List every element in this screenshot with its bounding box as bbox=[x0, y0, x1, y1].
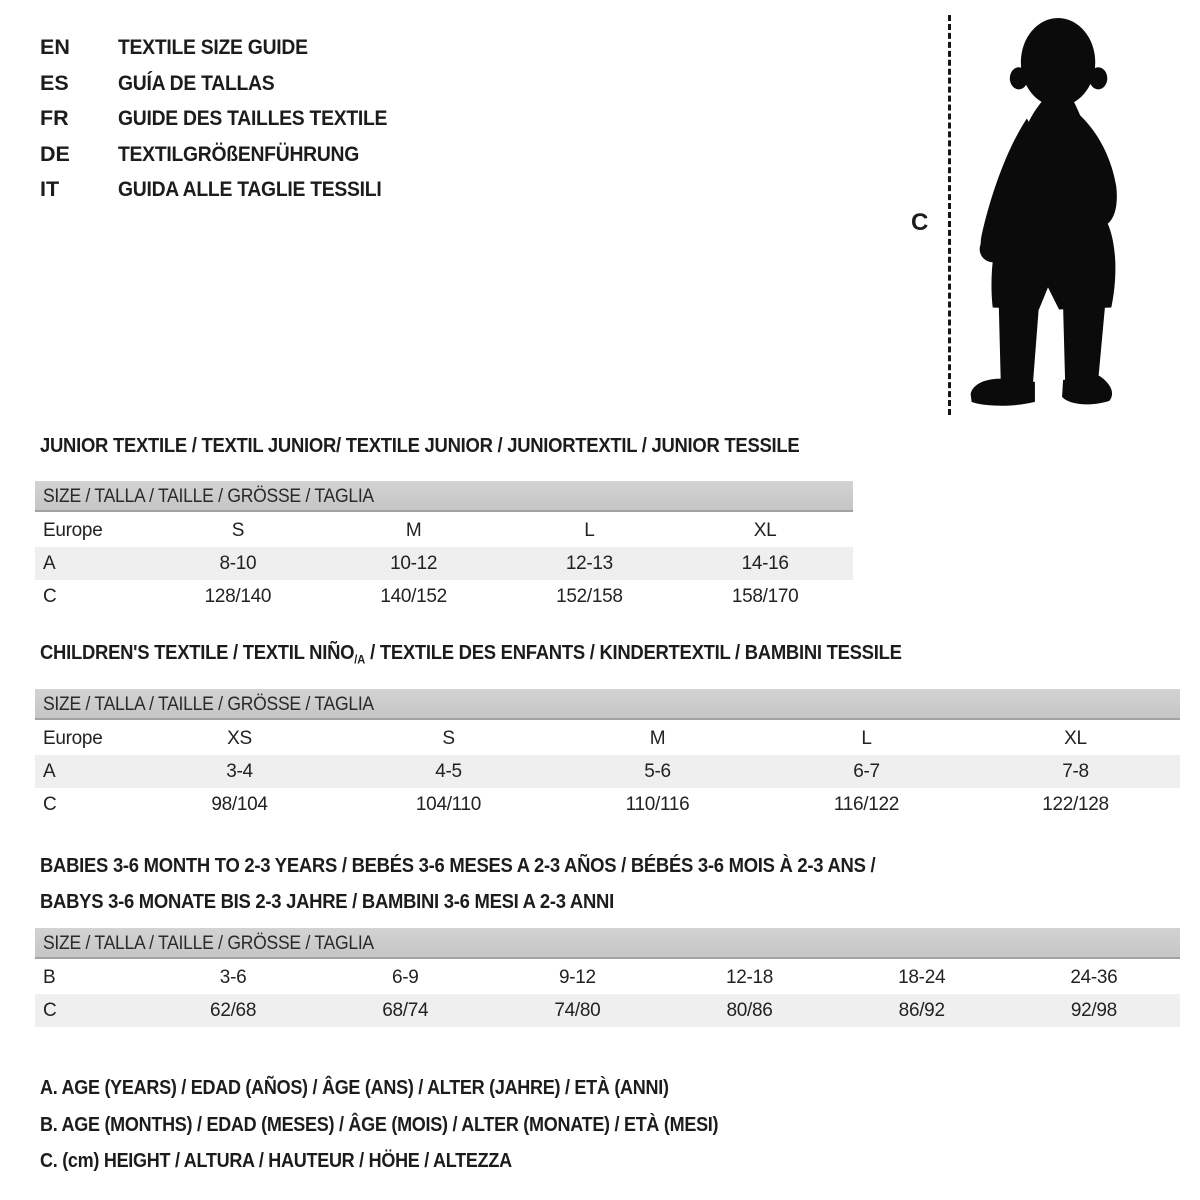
legend-line-b-text: B. AGE (MONTHS) / EDAD (MESES) / ÂGE (MOIS) / ALTER (MONATE) / ETÀ (MESI) bbox=[40, 1113, 719, 1136]
size-value-cell: 110/116 bbox=[625, 793, 690, 815]
table-row-height-cm bbox=[35, 788, 1180, 821]
row-label-cell: A bbox=[35, 755, 135, 788]
language-code: IT bbox=[40, 177, 60, 202]
row-label-cell: C bbox=[43, 585, 57, 607]
size-value-cell: 6-9 bbox=[391, 966, 419, 988]
size-value-cell: XS bbox=[227, 727, 252, 749]
size-value-cell: 12-18 bbox=[725, 966, 774, 988]
size-value-cell: S bbox=[231, 519, 245, 541]
language-row-en bbox=[40, 30, 417, 66]
legend-line-a-text: A. AGE (YEARS) / EDAD (AÑOS) / ÂGE (ANS) / ALTER (JAHRE) / ETÀ (ANNI) bbox=[40, 1077, 669, 1099]
table-row-age-months bbox=[35, 961, 1180, 994]
size-value-cell: 3-4 bbox=[135, 755, 344, 788]
language-row-de bbox=[40, 137, 417, 173]
size-value-cell: 152/158 bbox=[556, 585, 623, 607]
size-value-cell: XL bbox=[1064, 727, 1087, 749]
language-row-es bbox=[40, 66, 417, 102]
legend-line-c-text: C. (cm) HEIGHT / ALTURA / HAUTEUR / HÖHE / ALTEZZA bbox=[40, 1150, 512, 1172]
size-value-cell: M bbox=[649, 727, 666, 749]
language-list bbox=[40, 30, 417, 208]
size-value-cell: 86/92 bbox=[836, 994, 1008, 1027]
table-row-age-years bbox=[35, 547, 853, 580]
children-title-prefix: CHILDREN'S TEXTILE / TEXTIL NIÑO bbox=[40, 641, 355, 664]
table-row-age-years bbox=[35, 755, 1180, 788]
children-title-suffix: / TEXTILE DES ENFANTS / KINDERTEXTIL / BAMBINI TESSILE bbox=[365, 641, 902, 664]
language-label: TEXTILGRÖßENFÜHRUNG bbox=[118, 141, 360, 166]
babies-size-header-text: SIZE / TALLA / TAILLE / GRÖSSE / TAGLIA bbox=[43, 932, 374, 954]
size-value-cell: 104/110 bbox=[415, 793, 482, 815]
size-value-cell: 74/80 bbox=[491, 994, 663, 1027]
children-section-title-text bbox=[40, 641, 902, 671]
language-label: GUÍA DE TALLAS bbox=[118, 70, 275, 95]
junior-section-title-text: JUNIOR TEXTILE / TEXTIL JUNIOR/ TEXTILE JUNIOR / JUNIORTEXTIL / JUNIOR TESSILE bbox=[40, 434, 800, 457]
size-value-cell: 80/86 bbox=[663, 994, 835, 1027]
babies-size-header-bar bbox=[35, 928, 1180, 959]
children-size-table bbox=[35, 722, 1180, 821]
size-value-cell: 92/98 bbox=[1008, 994, 1180, 1027]
size-value-cell: 10-12 bbox=[326, 547, 502, 580]
size-value-cell: 18-24 bbox=[898, 966, 946, 988]
children-size-header-bar bbox=[35, 689, 1180, 720]
row-label-cell: Europe bbox=[43, 519, 103, 541]
row-label-cell: C bbox=[43, 793, 57, 815]
row-label-cell: B bbox=[43, 966, 56, 988]
babies-title-line2: BABYS 3-6 MONATE BIS 2-3 JAHRE / BAMBINI 3-6 MESI A 2-3 ANNI bbox=[40, 890, 614, 913]
language-row-fr bbox=[40, 101, 417, 137]
legend-line-b bbox=[40, 1107, 794, 1144]
babies-title-line1: BABIES 3-6 MONTH TO 2-3 YEARS / BEBÉS 3-6 MESES A 2-3 AÑOS / BÉBÉS 3-6 MOIS À 2-3 ANS / bbox=[40, 854, 876, 877]
size-value-cell: 128/140 bbox=[204, 585, 272, 607]
size-value-cell: 3-6 bbox=[219, 966, 247, 988]
size-value-cell: 14-16 bbox=[677, 547, 853, 580]
language-code: ES bbox=[40, 70, 69, 95]
language-label: TEXTILE SIZE GUIDE bbox=[118, 35, 308, 60]
size-value-cell: 6-7 bbox=[762, 755, 971, 788]
size-value-cell: 12-13 bbox=[502, 547, 678, 580]
size-value-cell: 140/152 bbox=[380, 585, 447, 607]
size-value-cell: 116/122 bbox=[833, 793, 900, 815]
size-value-cell: 62/68 bbox=[147, 994, 319, 1027]
junior-size-header-text: SIZE / TALLA / TAILLE / GRÖSSE / TAGLIA bbox=[43, 485, 374, 507]
junior-section-title bbox=[40, 434, 884, 458]
language-label: GUIDA ALLE TAGLIE TESSILI bbox=[118, 177, 382, 202]
table-row-europe bbox=[35, 722, 1180, 755]
size-value-cell: 158/170 bbox=[731, 585, 799, 607]
babies-section-title bbox=[40, 848, 968, 920]
size-value-cell: 4-5 bbox=[344, 755, 553, 788]
size-value-cell: L bbox=[584, 519, 595, 541]
table-row-height-cm bbox=[35, 994, 1180, 1027]
size-value-cell: 7-8 bbox=[971, 755, 1180, 788]
children-section-title bbox=[40, 641, 997, 671]
legend-line-c bbox=[40, 1143, 794, 1180]
language-code: EN bbox=[40, 35, 70, 60]
language-label: GUIDE DES TAILLES TEXTILE bbox=[118, 106, 388, 131]
junior-size-header-bar bbox=[35, 481, 853, 512]
size-value-cell: L bbox=[861, 727, 872, 749]
size-value-cell: XL bbox=[753, 519, 777, 541]
size-value-cell: 5-6 bbox=[553, 755, 762, 788]
size-value-cell: 98/104 bbox=[211, 793, 268, 815]
language-code: FR bbox=[40, 106, 69, 131]
junior-size-table bbox=[35, 514, 853, 613]
size-value-cell: 9-12 bbox=[558, 966, 596, 988]
size-value-cell: 24-36 bbox=[1070, 966, 1118, 988]
size-value-cell: 122/128 bbox=[1042, 793, 1109, 815]
table-row-europe bbox=[35, 514, 853, 547]
size-value-cell: 68/74 bbox=[319, 994, 491, 1027]
size-value-cell: M bbox=[405, 519, 422, 541]
babies-size-table bbox=[35, 961, 1180, 1027]
size-value-cell: 8-10 bbox=[150, 547, 326, 580]
language-row-it bbox=[40, 172, 417, 208]
row-label-cell: Europe bbox=[43, 727, 103, 749]
legend-line-a bbox=[40, 1070, 794, 1107]
row-label-cell: A bbox=[35, 547, 150, 580]
height-measure-dashed-line bbox=[948, 15, 951, 415]
table-row-height-cm bbox=[35, 580, 853, 613]
language-code: DE bbox=[40, 141, 70, 166]
row-label-cell: C bbox=[35, 994, 147, 1027]
size-value-cell: S bbox=[442, 727, 455, 749]
children-size-header-text: SIZE / TALLA / TAILLE / GRÖSSE / TAGLIA bbox=[43, 693, 374, 715]
measure-label-c: C bbox=[911, 209, 929, 236]
children-title-subscript: /A bbox=[354, 652, 366, 667]
toddler-silhouette-image bbox=[962, 14, 1138, 416]
legend bbox=[40, 1070, 794, 1180]
